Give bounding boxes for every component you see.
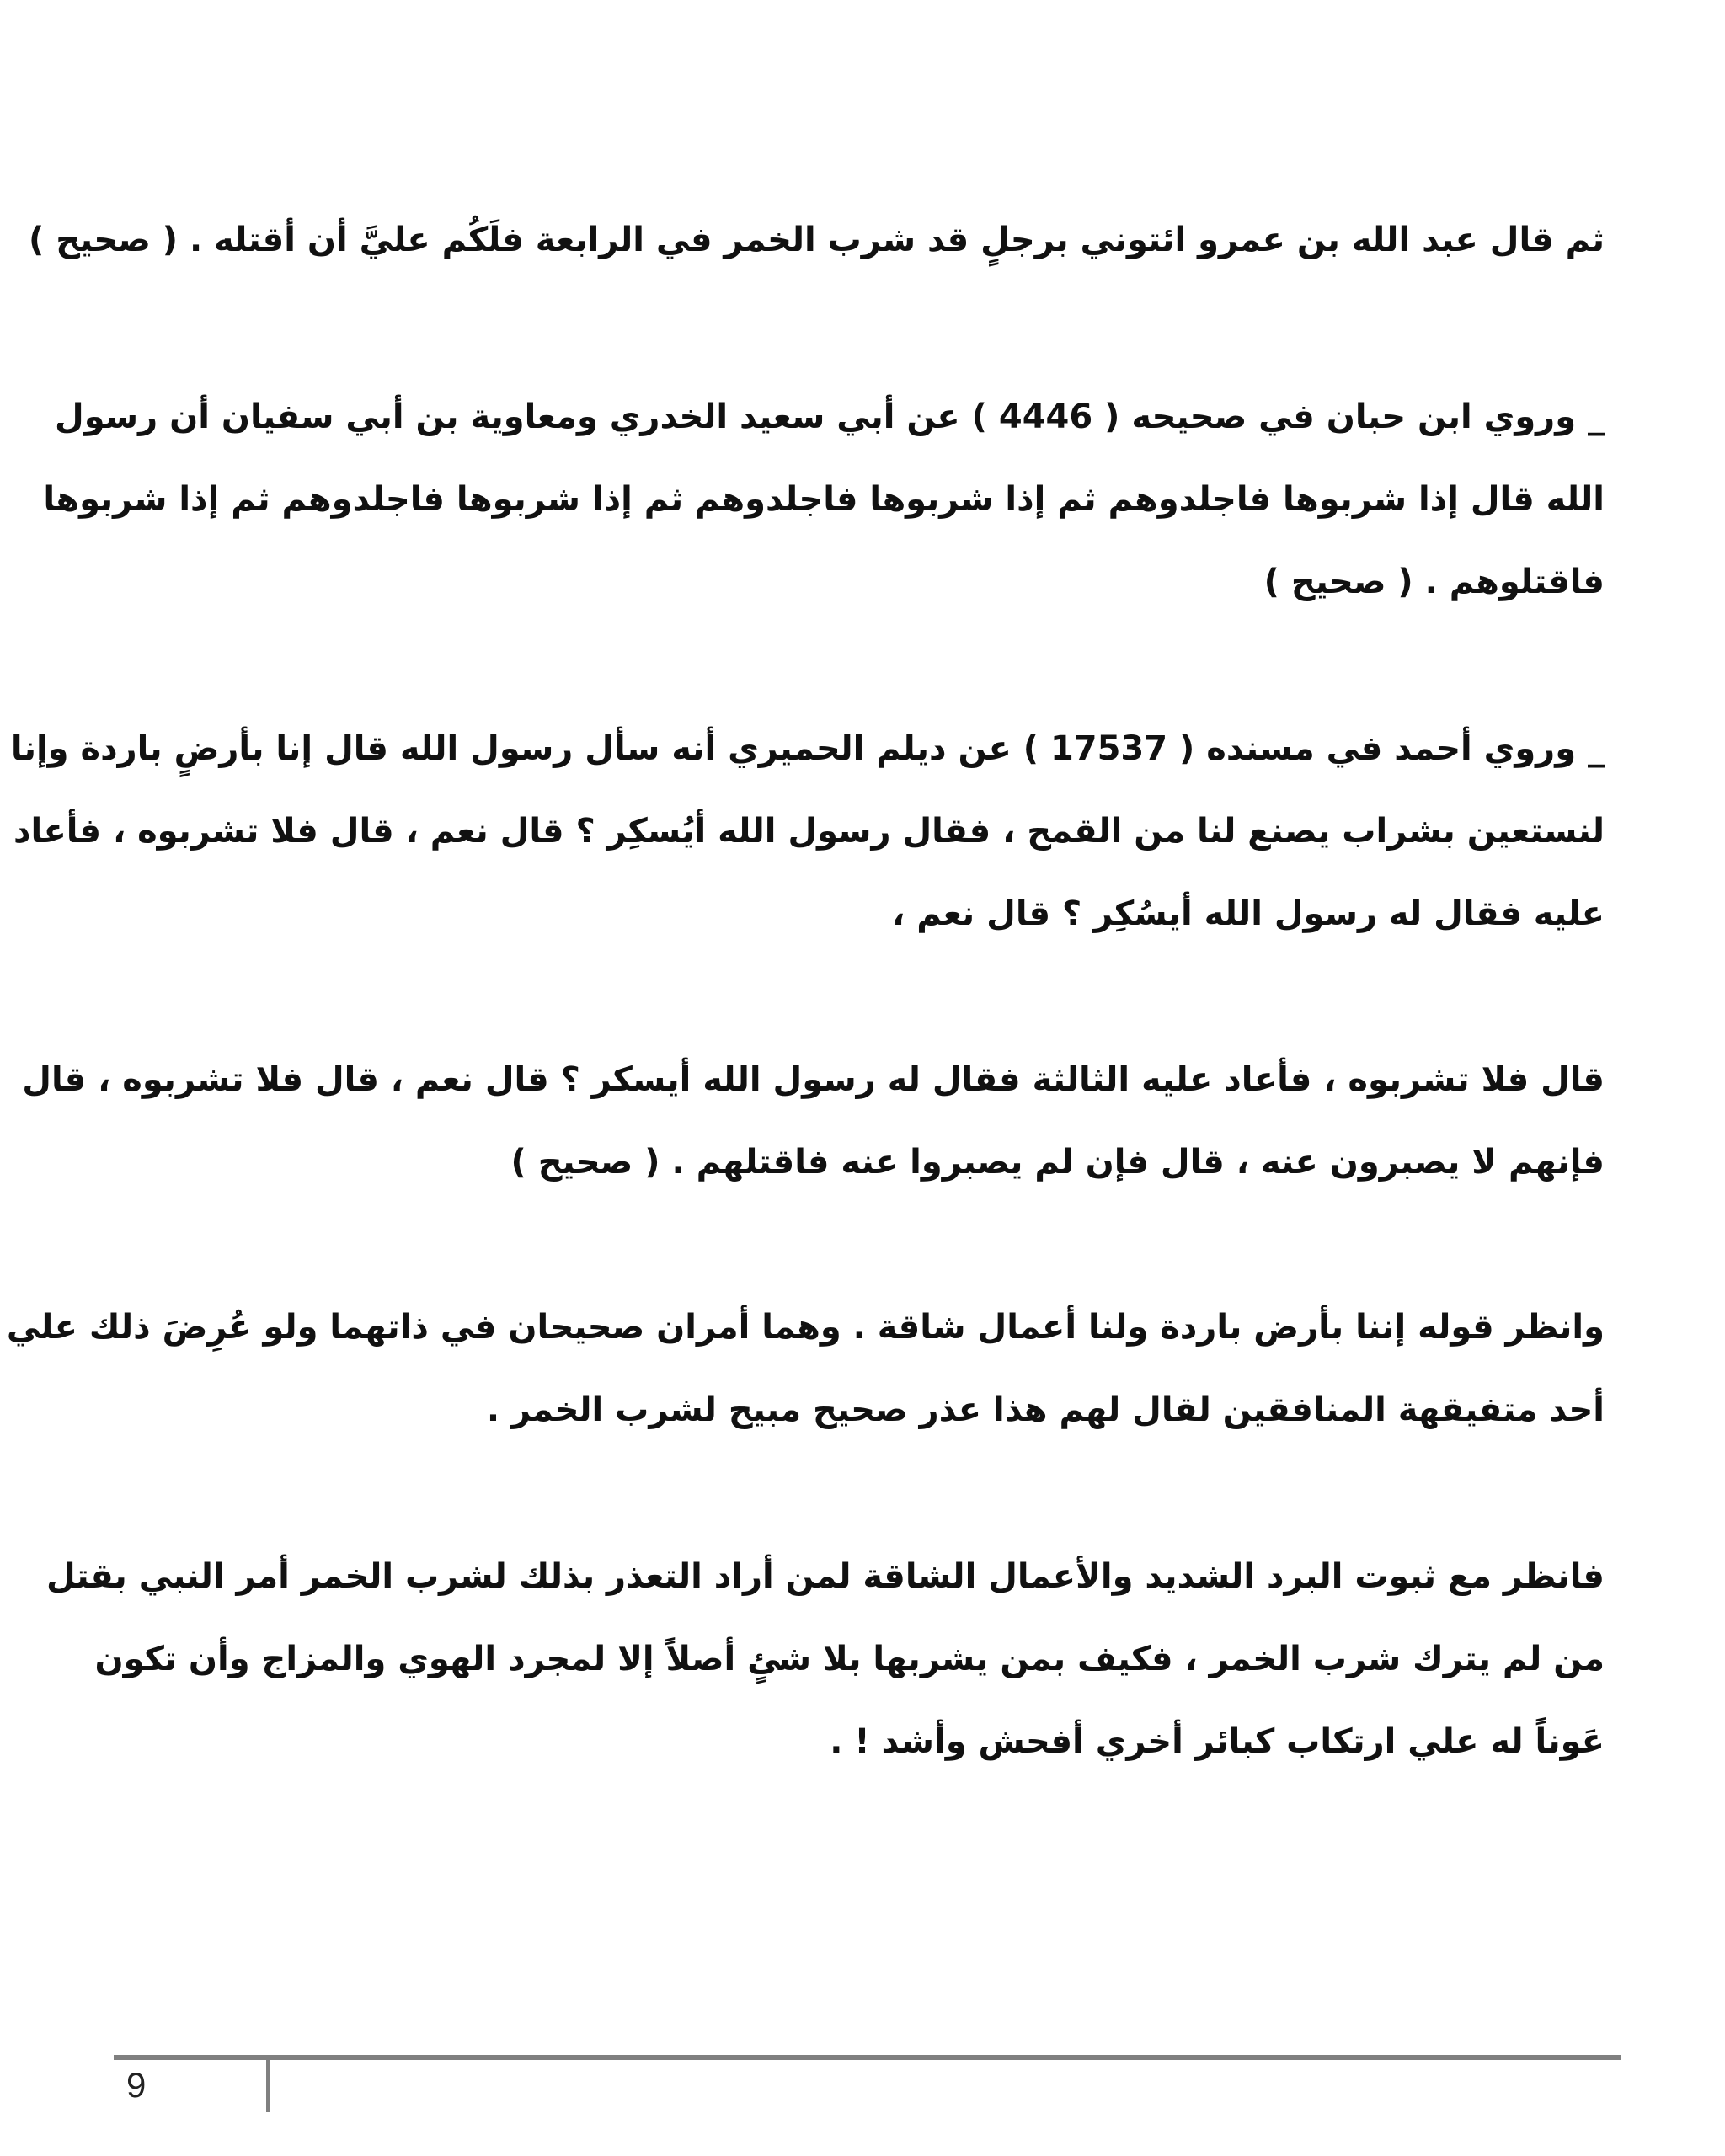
paragraph-line: فانظر مع ثبوت البرد الشديد والأعمال الشاقة لمن أراد التعذر بذلك لشرب الخمر أمر النبي بقتل [45,1557,1605,1596]
paragraph-line: ثم قال عبد الله بن عمرو ائتوني برجلٍ قد شرب الخمر في الرابعة فلَكُم عليَّ أن أقتله . ( صحيح ) [29,221,1605,259]
paragraph-line: وانظر قوله إننا بأرض باردة ولنا أعمال شاقة . وهما أمران صحيحان في ذاتهما ولو عُرِضَ ذلك علي [6,1308,1605,1347]
paragraph-3 [10,707,1605,955]
paragraph-2 [43,376,1605,623]
footer-divider-tick [266,2055,270,2112]
paragraph-line: _ وروي ابن حبان في صحيحه ( 4446 ) عن أبي سعيد الخدري ومعاوية بن أبي سفيان أن رسول [55,398,1605,436]
footer-rule [114,2055,1621,2060]
paragraph-line: فإنهم لا يصبرون عنه ، قال فإن لم يصبروا عنه فاقتلهم . ( صحيح ) [510,1143,1605,1182]
paragraph-line: _ وروي أحمد في مسنده ( 17537 ) عن ديلم الحميري أنه سأل رسول الله قال إنا بأرضٍ باردة وإنا [10,729,1605,768]
paragraph-line: عَوناً له علي ارتكاب كبائر أخري أفحش وأشد ! . [830,1722,1605,1761]
paragraph-6 [45,1535,1605,1783]
page-number: 9 [126,2065,147,2105]
paragraph-line: قال فلا تشربوه ، فأعاد عليه الثالثة فقال له رسول الله أيسكر ؟ قال نعم ، قال فلا تشربوه ، قال [22,1060,1605,1099]
paragraph-5 [6,1286,1605,1451]
paragraph-4 [22,1038,1605,1203]
paragraph-1 [29,199,1605,281]
paragraph-line: أحد متفيقهة المنافقين لقال لهم هذا عذر صحيح مبيح لشرب الخمر . [486,1390,1605,1429]
paragraph-line: فاقتلوهم . ( صحيح ) [1263,563,1605,601]
paragraph-line: عليه فقال له رسول الله أيسُكِر ؟ قال نعم ، [892,894,1605,933]
paragraph-line: لنستعين بشراب يصنع لنا من القمح ، فقال رسول الله أيُسكِر ؟ قال نعم ، قال فلا تشربوه ، فأعاد [13,812,1605,851]
paragraph-line: من لم يترك شرب الخمر ، فكيف بمن يشربها بلا شئٍ أصلاً إلا لمجرد الهوي والمزاج وأن تكون [94,1640,1605,1678]
paragraph-line: الله قال إذا شربوها فاجلدوهم ثم إذا شربوها فاجلدوهم ثم إذا شربوها فاجلدوهم ثم إذا شربوها [43,480,1605,519]
